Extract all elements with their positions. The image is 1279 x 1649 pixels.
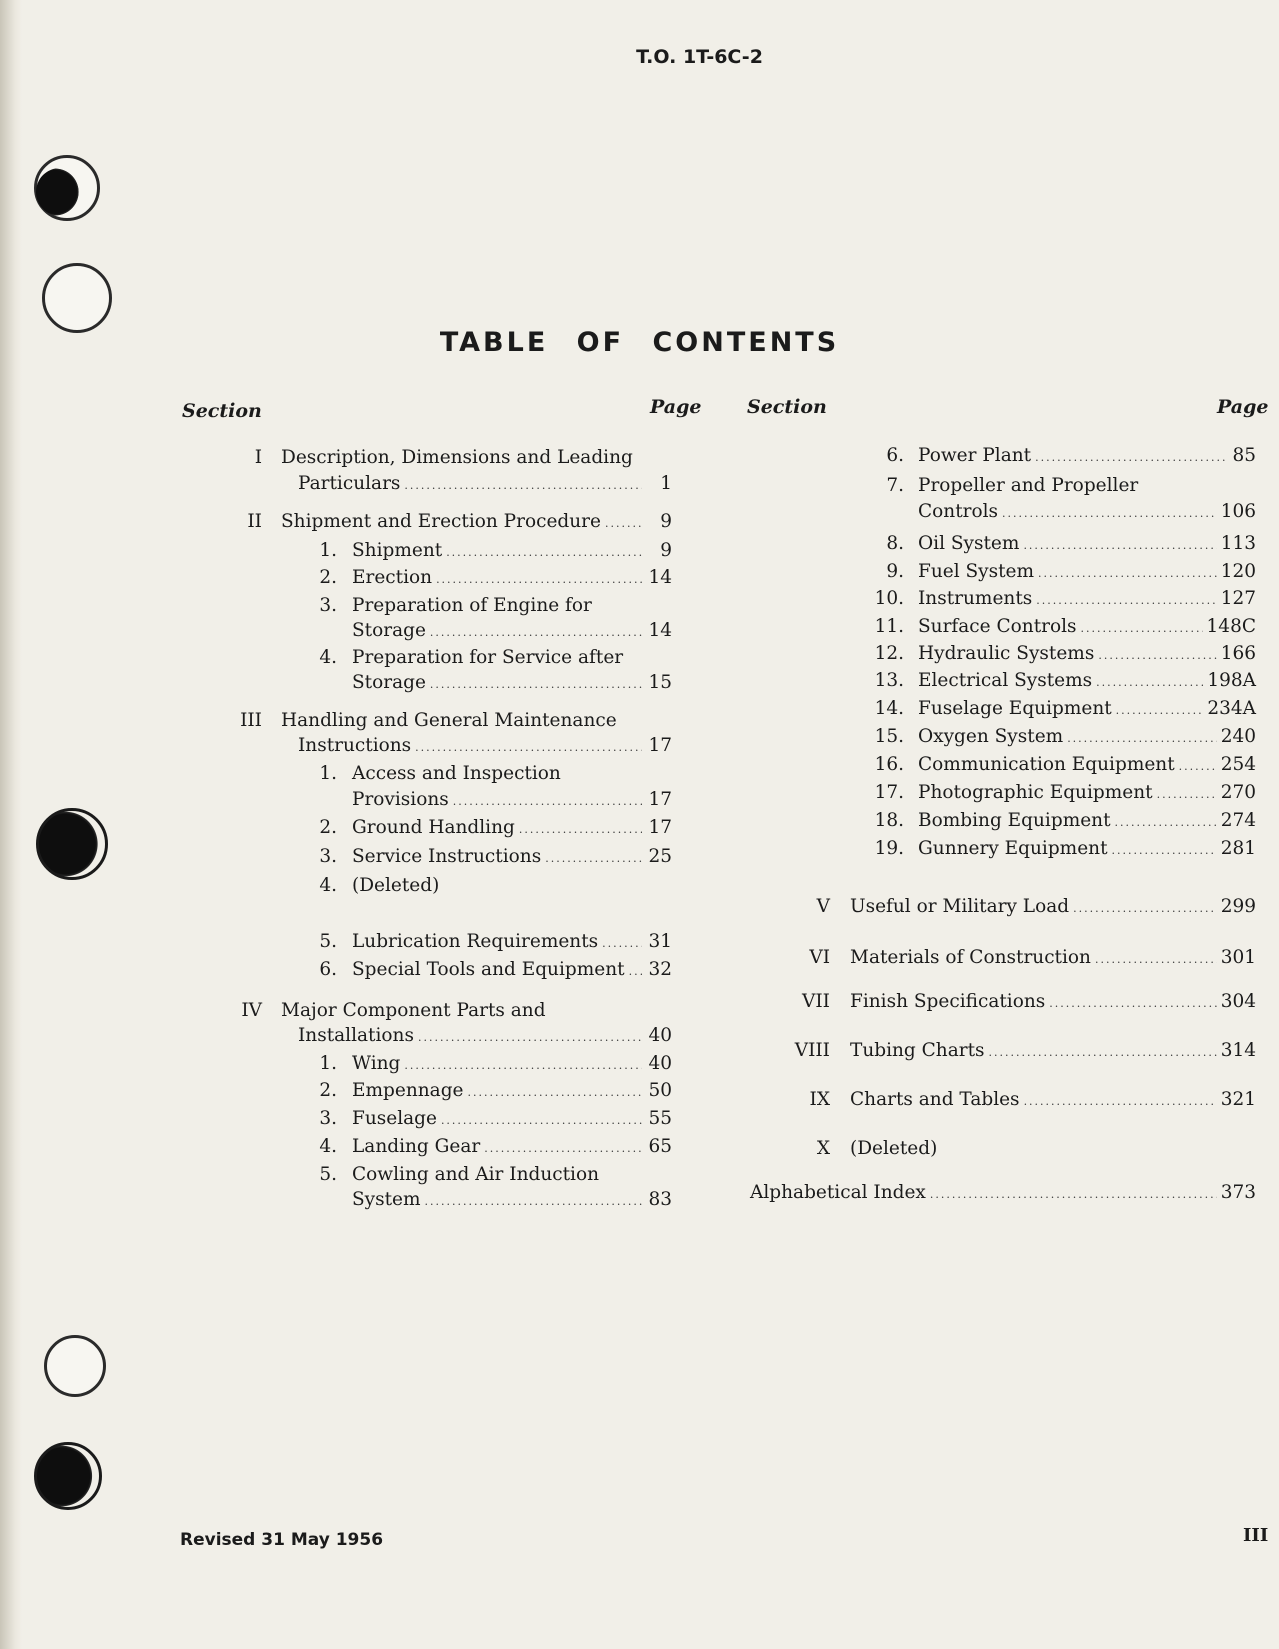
toc-entry bbox=[319, 763, 672, 789]
toc-entry-page: 32 bbox=[648, 959, 672, 980]
toc-entry-page: 270 bbox=[1220, 782, 1256, 803]
toc-entry-label: (Deleted) bbox=[352, 875, 440, 896]
toc-entry bbox=[802, 991, 1256, 1017]
toc-entry bbox=[874, 670, 1256, 696]
toc-entry bbox=[809, 1089, 1256, 1115]
toc-entry-page: 281 bbox=[1220, 838, 1256, 859]
toc-entry-number: 1. bbox=[319, 763, 337, 784]
toc-entry-number: 3. bbox=[319, 1108, 337, 1129]
toc-entry-page: 83 bbox=[648, 1189, 672, 1210]
toc-entry-number: 15. bbox=[874, 726, 904, 747]
document-number: T.O. 1T-6C-2 bbox=[636, 46, 763, 68]
toc-entry bbox=[874, 782, 1256, 808]
toc-entry bbox=[816, 1138, 1256, 1164]
toc-entry-label: Communication Equipment bbox=[918, 754, 1175, 775]
toc-entry-label: Landing Gear bbox=[352, 1136, 481, 1157]
toc-entry bbox=[319, 647, 672, 673]
toc-entry-number: 3. bbox=[319, 846, 337, 867]
dot-leader bbox=[1112, 844, 1217, 857]
toc-entry-page: 14 bbox=[648, 567, 672, 588]
dot-leader bbox=[484, 1142, 642, 1155]
toc-entry-label: Description, Dimensions and Leading bbox=[281, 447, 633, 468]
toc-entry-number: 4. bbox=[319, 647, 337, 668]
toc-entry-label: Shipment bbox=[352, 540, 443, 561]
toc-entry-page: 65 bbox=[648, 1136, 672, 1157]
toc-entry-label: Surface Controls bbox=[918, 616, 1077, 637]
page-title: TABLE OF CONTENTS bbox=[439, 327, 840, 358]
toc-entry-page: 234A bbox=[1207, 698, 1256, 719]
toc-entry-label: Cowling and Air Induction bbox=[352, 1164, 600, 1185]
page-number: III bbox=[1243, 1525, 1269, 1546]
toc-entry-label: Preparation for Service after bbox=[352, 647, 624, 668]
toc-entry-page: 50 bbox=[648, 1080, 672, 1101]
toc-entry-label: Storage bbox=[352, 620, 426, 641]
toc-entry-label: Fuselage bbox=[352, 1108, 437, 1129]
toc-entry-number: 11. bbox=[874, 616, 904, 637]
dot-leader bbox=[1179, 760, 1217, 773]
toc-entry-page: 321 bbox=[1220, 1089, 1256, 1110]
toc-entry bbox=[886, 533, 1256, 559]
page-edge bbox=[0, 0, 22, 1649]
toc-entry-label: Controls bbox=[918, 501, 999, 522]
toc-entry-label: Special Tools and Equipment bbox=[352, 959, 625, 980]
toc-entry-page: 127 bbox=[1220, 588, 1256, 609]
dot-leader bbox=[441, 1114, 642, 1127]
toc-entry-label: Service Instructions bbox=[352, 846, 542, 867]
toc-entry-label: Materials of Construction bbox=[850, 947, 1091, 968]
dot-leader bbox=[1002, 507, 1217, 520]
toc-entry-label: Propeller and Propeller bbox=[918, 475, 1139, 496]
toc-entry-page: 120 bbox=[1220, 561, 1256, 582]
toc-entry-page: 148C bbox=[1206, 616, 1256, 637]
toc-entry bbox=[809, 947, 1256, 973]
toc-entry bbox=[874, 838, 1256, 864]
toc-entry bbox=[319, 567, 672, 593]
toc-entry-number: I bbox=[254, 447, 262, 468]
dot-leader bbox=[1081, 622, 1203, 635]
toc-entry-page: 198A bbox=[1207, 670, 1256, 691]
toc-entry-number: X bbox=[816, 1138, 830, 1159]
toc-entry-page: 240 bbox=[1220, 726, 1256, 747]
toc-entry bbox=[319, 1053, 672, 1079]
toc-entry-number: 1. bbox=[319, 1053, 337, 1074]
toc-entry-page: 9 bbox=[660, 511, 672, 532]
toc-entry-label: Preparation of Engine for bbox=[352, 595, 592, 616]
toc-entry-page: 55 bbox=[648, 1108, 672, 1129]
toc-entry bbox=[918, 501, 1256, 527]
toc-entry bbox=[886, 445, 1256, 471]
dot-leader bbox=[545, 852, 642, 865]
binder-hole-3 bbox=[42, 263, 112, 333]
toc-entry bbox=[319, 1164, 672, 1190]
toc-entry-label: Shipment and Erection Procedure bbox=[281, 511, 601, 532]
binder-hole-6 bbox=[34, 1442, 102, 1510]
toc-entry bbox=[874, 726, 1256, 752]
toc-entry bbox=[319, 540, 672, 566]
toc-entry-number: 10. bbox=[874, 588, 904, 609]
toc-entry-number: 5. bbox=[319, 931, 337, 952]
toc-entry-label: Oil System bbox=[918, 533, 1020, 554]
toc-entry-label: Fuel System bbox=[918, 561, 1035, 582]
toc-entry bbox=[247, 511, 672, 537]
toc-entry-page: 17 bbox=[648, 817, 672, 838]
toc-entry-label: Provisions bbox=[352, 789, 449, 810]
toc-entry-number: IX bbox=[809, 1089, 830, 1110]
toc-entry-label: Instruments bbox=[918, 588, 1033, 609]
binder-hole-5 bbox=[44, 1335, 106, 1397]
toc-entry-number: 19. bbox=[874, 838, 904, 859]
toc-entry bbox=[874, 698, 1256, 724]
toc-entry-number: 2. bbox=[319, 1080, 337, 1101]
toc-entry-label: System bbox=[352, 1189, 421, 1210]
toc-entry-number: II bbox=[247, 511, 262, 532]
toc-entry-number: 18. bbox=[874, 810, 904, 831]
toc-entry-label: Tubing Charts bbox=[850, 1040, 985, 1061]
toc-entry-number: 7. bbox=[886, 475, 904, 496]
toc-entry-label: Particulars bbox=[298, 473, 401, 494]
toc-entry-label: Charts and Tables bbox=[850, 1089, 1020, 1110]
toc-entry bbox=[886, 475, 1256, 501]
toc-entry-label: Instructions bbox=[298, 735, 412, 756]
toc-entry bbox=[352, 789, 672, 815]
toc-entry bbox=[241, 1000, 672, 1026]
toc-entry bbox=[319, 875, 672, 901]
toc-entry-page: 40 bbox=[648, 1025, 672, 1046]
toc-entry-number: 6. bbox=[886, 445, 904, 466]
toc-entry-number: III bbox=[240, 710, 262, 731]
toc-entry-page: 299 bbox=[1220, 896, 1256, 917]
dot-leader bbox=[1073, 902, 1217, 915]
toc-entry-label: Ground Handling bbox=[352, 817, 515, 838]
toc-entry-page: 85 bbox=[1232, 445, 1256, 466]
toc-entry bbox=[319, 931, 672, 957]
toc-entry-number: 6. bbox=[319, 959, 337, 980]
dot-leader bbox=[1096, 676, 1203, 689]
toc-entry bbox=[319, 595, 672, 621]
dot-leader bbox=[418, 1031, 642, 1044]
toc-entry-page: 1 bbox=[660, 473, 672, 494]
toc-entry-page: 17 bbox=[648, 789, 672, 810]
toc-entry-label: Erection bbox=[352, 567, 433, 588]
toc-entry bbox=[319, 1080, 672, 1106]
toc-entry-label: Major Component Parts and bbox=[281, 1000, 546, 1021]
toc-entry-number: 2. bbox=[319, 567, 337, 588]
dot-leader bbox=[1038, 567, 1217, 580]
toc-entry-label: Photographic Equipment bbox=[918, 782, 1153, 803]
toc-entry-label: (Deleted) bbox=[850, 1138, 938, 1159]
toc-entry-page: 25 bbox=[648, 846, 672, 867]
toc-entry-page: 113 bbox=[1220, 533, 1256, 554]
toc-entry-number: IV bbox=[241, 1000, 262, 1021]
dot-leader bbox=[446, 546, 642, 559]
toc-entry-page: 14 bbox=[648, 620, 672, 641]
toc-entry-label: Fuselage Equipment bbox=[918, 698, 1112, 719]
dot-leader bbox=[1095, 953, 1217, 966]
toc-entry bbox=[874, 810, 1256, 836]
dot-leader bbox=[629, 965, 642, 978]
dot-leader bbox=[415, 741, 642, 754]
toc-entry-page: 254 bbox=[1220, 754, 1256, 775]
toc-entry bbox=[352, 672, 672, 698]
toc-entry-page: 373 bbox=[1220, 1182, 1256, 1203]
toc-entry-page: 31 bbox=[648, 931, 672, 952]
toc-entry-label: Lubrication Requirements bbox=[352, 931, 599, 952]
toc-entry-label: Useful or Military Load bbox=[850, 896, 1070, 917]
toc-entry bbox=[874, 616, 1256, 642]
toc-entry-number: 8. bbox=[886, 533, 904, 554]
toc-entry-page: 301 bbox=[1220, 947, 1256, 968]
dot-leader bbox=[1098, 649, 1216, 662]
dot-leader bbox=[1035, 451, 1226, 464]
dot-leader bbox=[468, 1086, 643, 1099]
toc-entry bbox=[298, 1025, 672, 1051]
dot-leader bbox=[1067, 732, 1217, 745]
toc-entry-label: Finish Specifications bbox=[850, 991, 1046, 1012]
left-page-header: Page bbox=[650, 396, 702, 418]
toc-entry-page: 314 bbox=[1220, 1040, 1256, 1061]
dot-leader bbox=[1036, 594, 1216, 607]
toc-entry bbox=[240, 710, 672, 736]
right-page-header: Page bbox=[1217, 396, 1269, 418]
dot-leader bbox=[1024, 1095, 1217, 1108]
left-section-header: Section bbox=[182, 400, 262, 422]
toc-entry bbox=[874, 588, 1256, 614]
toc-entry bbox=[319, 959, 672, 985]
toc-entry bbox=[874, 643, 1256, 669]
toc-entry bbox=[319, 817, 672, 843]
toc-entry-label: Wing bbox=[352, 1053, 401, 1074]
right-section-header: Section bbox=[747, 396, 827, 418]
toc-entry-label: Handling and General Maintenance bbox=[281, 710, 617, 731]
toc-entry-label: Bombing Equipment bbox=[918, 810, 1111, 831]
toc-entry-label: Oxygen System bbox=[918, 726, 1064, 747]
dot-leader bbox=[430, 626, 642, 639]
toc-entry-number: VI bbox=[809, 947, 830, 968]
toc-entry-page: 106 bbox=[1220, 501, 1256, 522]
toc-entry-number: 3. bbox=[319, 595, 337, 616]
toc-entry-label: Electrical Systems bbox=[918, 670, 1093, 691]
toc-entry-page: 304 bbox=[1220, 991, 1256, 1012]
toc-entry-label: Empennage bbox=[352, 1080, 464, 1101]
toc-entry-page: 40 bbox=[648, 1053, 672, 1074]
toc-entry-number: 5. bbox=[319, 1164, 337, 1185]
toc-entry bbox=[874, 754, 1256, 780]
toc-entry bbox=[298, 735, 672, 761]
dot-leader bbox=[989, 1046, 1217, 1059]
toc-entry-number: V bbox=[816, 896, 830, 917]
dot-leader bbox=[1116, 704, 1204, 717]
toc-entry-number: 12. bbox=[874, 643, 904, 664]
toc-entry bbox=[352, 620, 672, 646]
dot-leader bbox=[453, 795, 642, 808]
toc-entry bbox=[319, 1108, 672, 1134]
toc-entry-number: 13. bbox=[874, 670, 904, 691]
toc-entry-number: 14. bbox=[874, 698, 904, 719]
toc-entry-number: 9. bbox=[886, 561, 904, 582]
revision-date: Revised 31 May 1956 bbox=[180, 1530, 384, 1550]
dot-leader bbox=[1157, 788, 1217, 801]
toc-entry-label: Power Plant bbox=[918, 445, 1032, 466]
toc-entry bbox=[319, 846, 672, 872]
dot-leader bbox=[425, 1195, 642, 1208]
toc-entry-number: 1. bbox=[319, 540, 337, 561]
toc-entry-page: 9 bbox=[660, 540, 672, 561]
dot-leader bbox=[602, 937, 642, 950]
toc-entry-page: 274 bbox=[1220, 810, 1256, 831]
toc-entry bbox=[886, 561, 1256, 587]
dot-leader bbox=[436, 573, 642, 586]
toc-entry-page: 15 bbox=[648, 672, 672, 693]
toc-entry-label: Storage bbox=[352, 672, 426, 693]
dot-leader bbox=[404, 479, 642, 492]
toc-entry bbox=[816, 896, 1256, 922]
dot-leader bbox=[1023, 539, 1216, 552]
toc-entry-label: Gunnery Equipment bbox=[918, 838, 1108, 859]
dot-leader bbox=[1115, 816, 1217, 829]
binder-hole-2 bbox=[36, 168, 84, 216]
toc-entry-label: Installations bbox=[298, 1025, 414, 1046]
toc-entry-number: VIII bbox=[794, 1040, 830, 1061]
toc-entry-label: Alphabetical Index bbox=[750, 1182, 926, 1203]
dot-leader bbox=[430, 678, 642, 691]
toc-entry-number: 16. bbox=[874, 754, 904, 775]
toc-entry-number: VII bbox=[802, 991, 830, 1012]
toc-entry bbox=[254, 447, 672, 473]
dot-leader bbox=[1049, 997, 1216, 1010]
toc-entry bbox=[319, 1136, 672, 1162]
dot-leader bbox=[404, 1059, 642, 1072]
toc-entry bbox=[750, 1182, 1256, 1208]
toc-entry bbox=[794, 1040, 1256, 1066]
toc-entry-label: Access and Inspection bbox=[352, 763, 561, 784]
toc-entry-number: 2. bbox=[319, 817, 337, 838]
toc-entry-number: 4. bbox=[319, 1136, 337, 1157]
toc-entry bbox=[352, 1189, 672, 1215]
toc-entry-label: Hydraulic Systems bbox=[918, 643, 1095, 664]
dot-leader bbox=[519, 823, 642, 836]
toc-entry-number: 17. bbox=[874, 782, 904, 803]
toc-entry bbox=[298, 473, 672, 499]
dot-leader bbox=[930, 1188, 1217, 1201]
binder-hole-4 bbox=[36, 808, 108, 880]
dot-leader bbox=[605, 517, 642, 530]
toc-entry-number: 4. bbox=[319, 875, 337, 896]
toc-entry-page: 17 bbox=[648, 735, 672, 756]
toc-entry-page: 166 bbox=[1220, 643, 1256, 664]
